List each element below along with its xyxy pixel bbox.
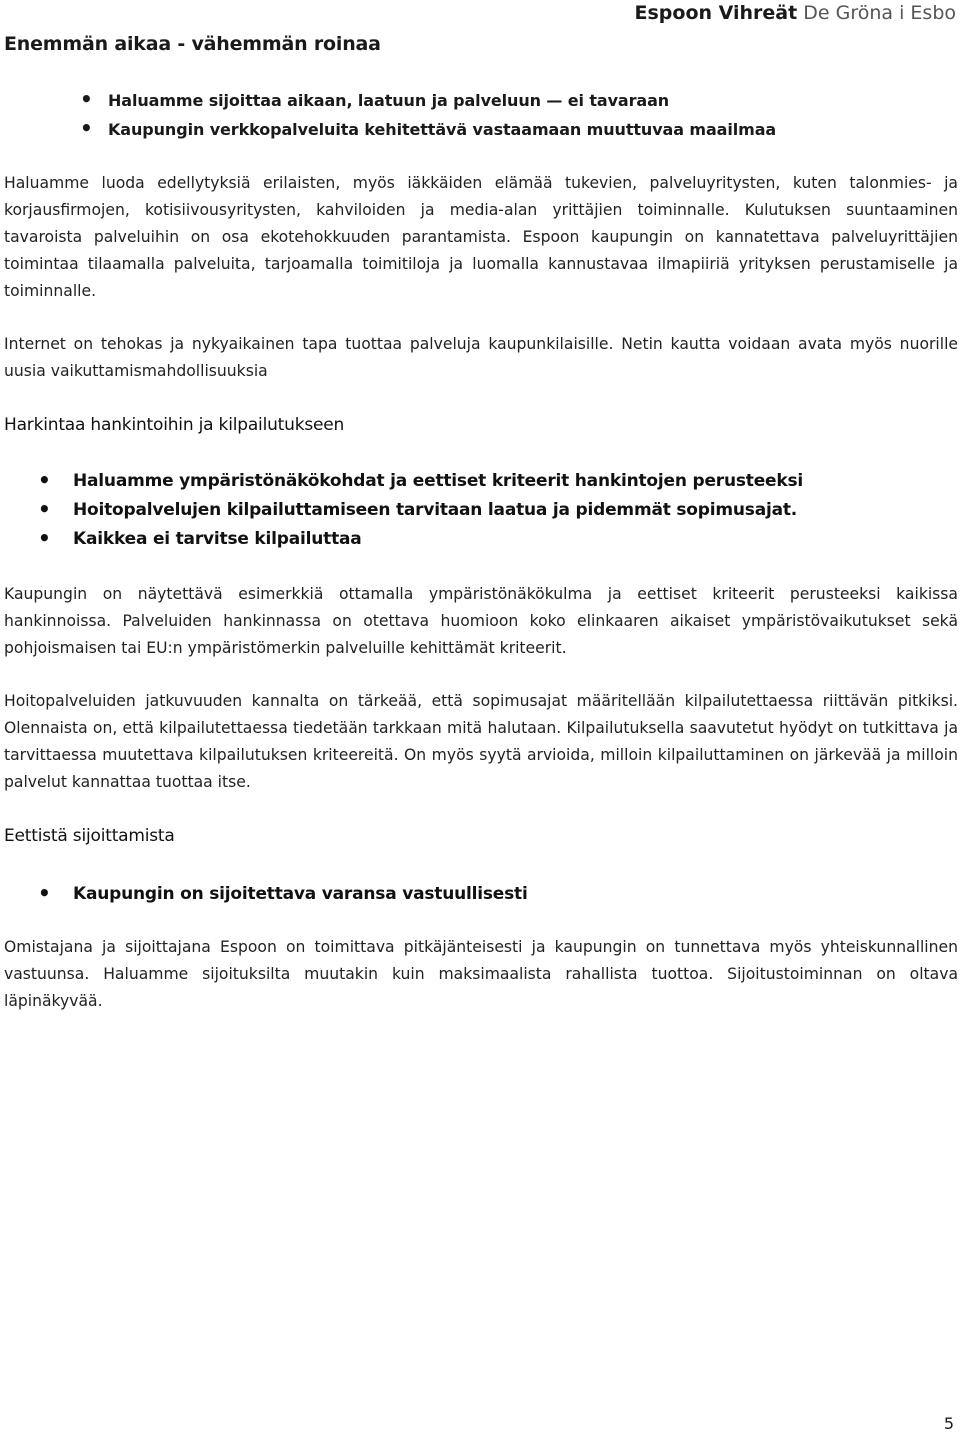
page-number: 5: [943, 1414, 954, 1433]
paragraph: Hoitopalveluiden jatkuvuuden kannalta on tärkeää, että sopimusajat määritellään kilpailutettaessa riittävän pitkiksi. Olennaista on, että kilpailutettaessa tiedetään tarkkaan mitä halutaan. Kilpailutuksella saavutetut hyödyt on tutkittava ja tarvittaessa muutettava kilpailutuksen kriteereitä. On myös syytä arvioida, milloin kilpailuttaminen on järkevää ja milloin palvelut kannattaa tuottaa itse.: [4, 692, 958, 791]
organization-subtitle: De Gröna i Esbo: [803, 2, 956, 24]
section-heading: Harkintaa hankintoihin ja kilpailutukseen: [4, 415, 345, 435]
paragraph: Internet on tehokas ja nykyaikainen tapa tuottaa palveluja kaupunkilaisille. Netin kautta voidaan avata myös nuorille uusia vaikuttamismahdollisuuksia: [4, 335, 958, 380]
organization-name: Espoon Vihreät: [634, 2, 798, 24]
section2-bullet-list: [4, 467, 958, 554]
organization-header: [635, 2, 957, 24]
list-item: • Kaupungin on sijoitettava varansa vastuullisesti: [4, 880, 958, 909]
list-item: • Haluamme sijoittaa aikaan, laatuun ja palveluun — ei tavaraan: [4, 86, 958, 115]
list-item: • Kaikkea ei tarvitse kilpailuttaa: [4, 525, 958, 554]
document-title: Enemmän aikaa - vähemmän roinaa: [4, 33, 381, 55]
section1-bullet-list: [4, 86, 958, 144]
paragraph: Kaupungin on näytettävä esimerkkiä ottamalla ympäristönäkökulma ja eettiset kriteerit perusteeksi kaikissa hankinnoissa. Palveluiden hankinnassa on otettava huomioon koko elinkaaren aikaiset ympäristövaikutukset sekä pohjoismaisen tai EU:n ympäristömerkin palveluille kehittämät kriteerit.: [4, 585, 958, 657]
list-item: • Kaupungin verkkopalveluita kehitettävä vastaamaan muuttuvaa maailmaa: [4, 115, 958, 144]
list-item: • Hoitopalvelujen kilpailuttamiseen tarvitaan laatua ja pidemmät sopimusajat.: [4, 496, 958, 525]
paragraph: Omistajana ja sijoittajana Espoon on toimittava pitkäjänteisesti ja kaupungin on tunnettava myös yhteiskunnallinen vastuunsa. Haluamme sijoituksilta muutakin kuin maksimaalista rahallista tuottoa. Sijoitustoiminnan on oltava läpinäkyvää.: [4, 938, 958, 1010]
section3-bullet-list: [4, 880, 958, 909]
paragraph: Haluamme luoda edellytyksiä erilaisten, myös iäkkäiden elämää tukevien, palveluyritysten, kuten talonmies- ja korjausfirmojen, kotisiivousyritysten, kahviloiden ja media-alan yrittäjien toiminnalle. Kulutuksen suuntaaminen tavaroista palveluihin on osa ekotehokkuuden parantamista. Espoon kaupungin on kannatettava palveluyrittäjien toimintaa tilaamalla palveluita, tarjoamalla toimitiloja ja luomalla kannustavaa ilmapiiriä yrityksen perustamiselle ja toiminnalle.: [4, 174, 958, 300]
list-item: • Haluamme ympäristönäkökohdat ja eettiset kriteerit hankintojen perusteeksi: [4, 467, 958, 496]
document-body: [4, 86, 958, 1015]
section-heading: Eettistä sijoittamista: [4, 826, 175, 846]
